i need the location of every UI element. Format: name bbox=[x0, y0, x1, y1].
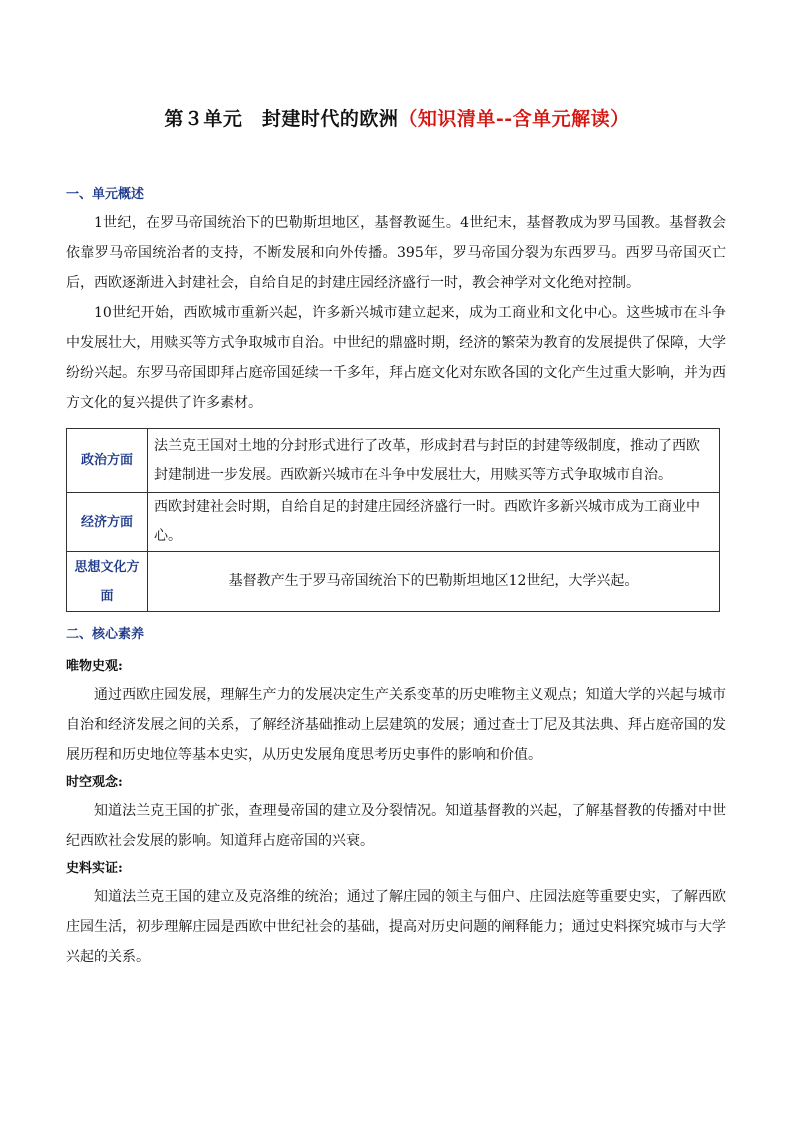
item-text-evidence: 知道法兰克王国的建立及克洛维的统治；通过了解庄园的领主与佃户、庄园法庭等重要史实，了解西欧庄园生活，初步理解庄园是西欧中世纪社会的基础，提高对历史问题的阐释能力；通过史料探究城市与大学兴起的关系。 bbox=[66, 889, 726, 965]
table-row bbox=[67, 429, 720, 493]
item-title-evidence: 史料实证: bbox=[66, 861, 123, 876]
overview-paragraph-1: 1世纪，在罗马帝国统治下的巴勒斯坦地区，基督教诞生。4世纪末，基督教成为罗马国教。基督教会依靠罗马帝国统治者的支持，不断发展和向外传播。395年，罗马帝国分裂为东西罗马。西罗马帝国灭亡后，西欧逐渐进入封建社会，自给自足的封建庄园经济盛行一时，教会神学对文化绝对控制。 bbox=[66, 215, 726, 291]
section-core-literacy bbox=[66, 626, 726, 644]
item-text-materialism: 通过西欧庄园发展，理解生产力的发展决定生产关系变革的历史唯物主义观点；知道大学的兴起与城市自治和经济发展之间的关系，了解经济基础推动上层建筑的发展；通过查士丁尼及其法典、拜占庭帝国的发展历程和历史地位等基本史实，从历史发展角度思考历史事件的影响和价值。 bbox=[66, 687, 726, 763]
item-title-materialism: 唯物史观: bbox=[66, 659, 123, 674]
table-cell-culture: 基督教产生于罗马帝国统治下的巴勒斯坦地区12世纪，大学兴起。 bbox=[148, 552, 720, 612]
table-cell-economy: 西欧封建社会时期，自给自足的封建庄园经济盛行一时。西欧许多新兴城市成为工商业中心。 bbox=[148, 493, 720, 552]
table-cell-politics: 法兰克王国对土地的分封形式进行了改革，形成封君与封臣的封建等级制度，推动了西欧封建制进一步发展。西欧新兴城市在斗争中发展壮大，用赎买等方式争取城市自治。 bbox=[148, 429, 720, 493]
core-literacy-items bbox=[66, 654, 726, 972]
page-title bbox=[0, 104, 794, 131]
summary-table bbox=[66, 428, 720, 612]
section-heading-core: 二、核心素养 bbox=[66, 627, 145, 642]
item-text-spacetime: 知道法兰克王国的扩张，查理曼帝国的建立及分裂情况。知道基督教的兴起，了解基督教的传播对中世纪西欧社会发展的影响。知道拜占庭帝国的兴衰。 bbox=[66, 803, 726, 849]
table-label-culture: 思想文化方面 bbox=[67, 552, 148, 612]
title-highlight: （知识清单--含单元解读） bbox=[398, 108, 630, 130]
table-row bbox=[67, 493, 720, 552]
table-label-politics: 政治方面 bbox=[67, 429, 148, 493]
table-row bbox=[67, 552, 720, 612]
title-main: 第３单元 封建时代的欧洲 bbox=[164, 108, 399, 130]
overview-paragraphs bbox=[66, 208, 726, 418]
table-label-economy: 经济方面 bbox=[67, 493, 148, 552]
section-heading-overview: 一、单元概述 bbox=[66, 187, 145, 202]
item-title-spacetime: 时空观念: bbox=[66, 775, 123, 790]
section-overview bbox=[66, 186, 726, 204]
overview-paragraph-2: 10世纪开始，西欧城市重新兴起，许多新兴城市建立起来，成为工商业和文化中心。这些城市在斗争中发展壮大，用赎买等方式争取城市自治。中世纪的鼎盛时期，经济的繁荣为教育的发展提供了保障，大学纷纷兴起。东罗马帝国即拜占庭帝国延续一千多年，拜占庭文化对东欧各国的文化产生过重大影响，并为西方文化的复兴提供了许多素材。 bbox=[66, 305, 726, 411]
